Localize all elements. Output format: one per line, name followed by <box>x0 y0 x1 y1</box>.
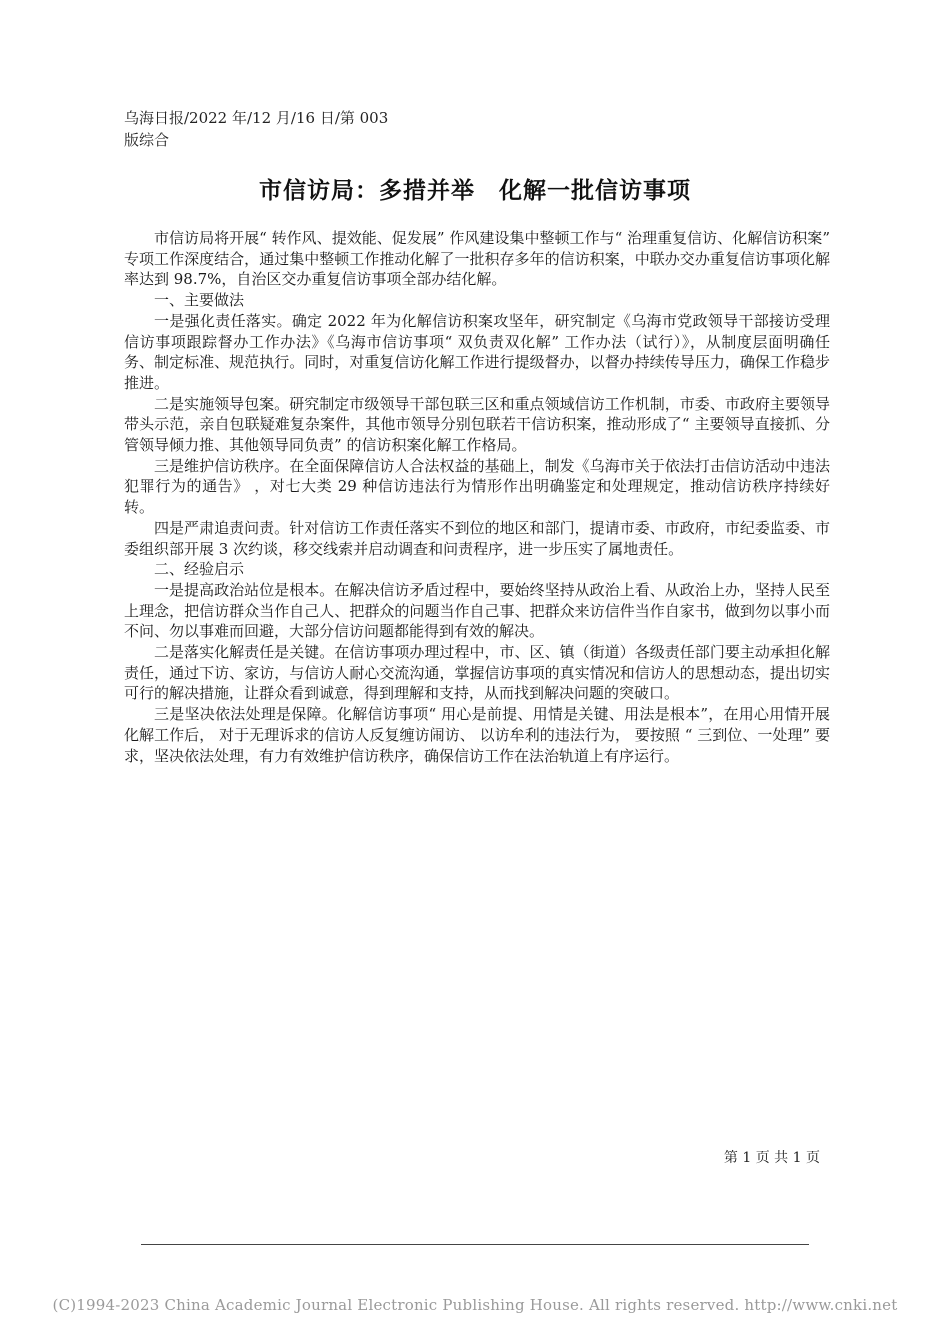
source-info <box>124 107 424 151</box>
footer-divider <box>141 1244 809 1245</box>
source-line-1: 乌海日报/2022 年/12 月/16 日/第 003 <box>124 109 389 127</box>
section-heading-experience: 二、经验启示 <box>154 560 245 579</box>
article-body <box>124 228 830 766</box>
paragraph-intro: 市信访局将开展“ 转作风、提效能、促发展” 作风建设集中整顿工作与“ 治理重复信访、化解信访积案” 专项工作深度结合，通过集中整顿工作推动化解了一批积存多年的信访积案，中联办交办重复信访事项化解率达到 98.7%，自治区交办重复信访事项全部办结化解。 <box>124 229 830 289</box>
paragraph-order: 三是维护信访秩序。在全面保障信访人合法权益的基础上，制发《乌海市关于依法打击信访活动中违法犯罪行为的通告》 ，对七大类 29 种信访违法行为情形作出明确鉴定和处理规定，推动信访秩序持续好转。 <box>124 456 830 517</box>
source-line-2: 版综合 <box>124 131 170 149</box>
paragraph-accountability: 四是严肃追责问责。针对信访工作责任落实不到位的地区和部门，提请市委、市政府，市纪委监委、市委组织部开展 3 次约谈，移交线索并启动调查和问责程序，进一步压实了属地责任。 <box>124 518 830 558</box>
article-title: 市信访局：多措并举 化解一批信访事项 <box>259 178 691 204</box>
paragraph-resolution-duty: 二是落实化解责任是关键。在信访事项办理过程中，市、区、镇（街道）各级责任部门要主动承担化解责任，通过下访、家访，与信访人耐心交流沟通，掌握信访事项的真实情况和信访人的思想动态，提出切实可行的解决措施，让群众看到诚意，得到理解和支持，从而找到解决问题的突破口。 <box>124 643 830 703</box>
copyright-notice: (C)1994-2023 China Academic Journal Electronic Publishing House. All rights reserved. http://www.cnki.net <box>52 1296 898 1314</box>
page-number: 第 1 页 共 1 页 <box>723 1150 820 1166</box>
paragraph-political-stance: 一是提高政治站位是根本。在解决信访矛盾过程中，要始终坚持从政治上看、从政治上办，坚持人民至上理念，把信访群众当作自己人、把群众的问题当作自己事、把群众来访信件当作自家书，做到勿以事小而不问、勿以事难而回避，大部分信访问题都能得到有效的解决。 <box>124 580 830 641</box>
paragraph-responsibility: 一是强化责任落实。确定 2022 年为化解信访积案攻坚年，研究制定《乌海市党政领导干部接访受理信访事项跟踪督办工作办法》《乌海市信访事项“ 双负责双化解” 工作办法（试行）》，从制度层面明确任务、制定标准、规范执行。同时，对重复信访化解工作进行提级督办，以督办持续传导压力，确保工作稳步推进。 <box>124 311 830 392</box>
paragraph-lawful-handling: 三是坚决依法处理是保障。化解信访事项“ 用心是前提、用情是关键、用法是根本”，在用心用情开展化解工作后， 对于无理诉求的信访人反复缠访闹访、 以访牟利的违法行为， 要按照 “ 三到位、一处理” 要求，坚决依法处理，有力有效维护信访秩序，确保信访工作在法治轨道上有序运行。 <box>124 705 830 765</box>
section-heading-main-measures: 一、主要做法 <box>154 291 245 310</box>
paragraph-leadership: 二是实施领导包案。研究制定市级领导干部包联三区和重点领域信访工作机制，市委、市政府主要领导带头示范，亲自包联疑难复杂案件，其他市领导分别包联若干信访积案，推动形成了“ 主要领导直接抓、分管领导倾力推、其他领导同负责” 的信访积案化解工作格局。 <box>124 394 830 455</box>
